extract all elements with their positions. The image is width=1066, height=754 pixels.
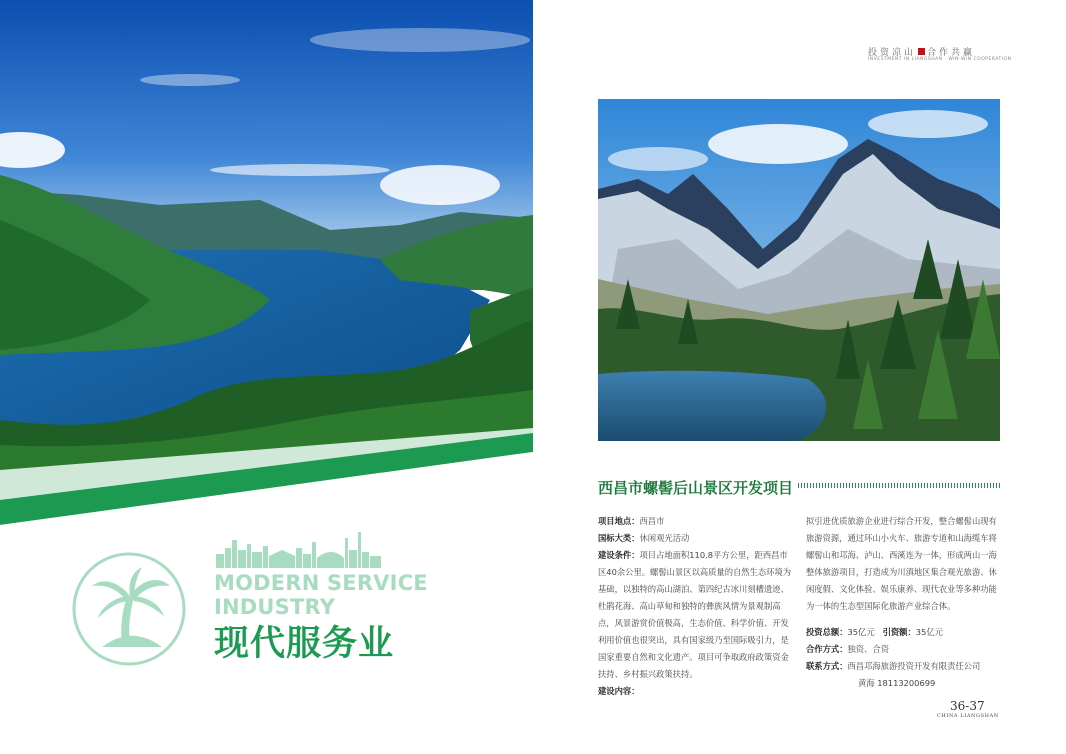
location-label: 项目地点： bbox=[598, 516, 640, 526]
cooperation-value: 独资、合资 bbox=[847, 644, 889, 654]
project-location-row bbox=[598, 513, 793, 530]
title-rule-divider bbox=[798, 483, 1000, 488]
contact-person-row bbox=[806, 675, 1001, 692]
snow-mountain-lake-photo bbox=[598, 99, 1000, 441]
modern-service-industry-text bbox=[214, 571, 428, 619]
project-category-row bbox=[598, 530, 793, 547]
palm-tree-logo-icon bbox=[72, 552, 186, 666]
conditions-value: 项目占地面积110.8平方公里，距西昌市区40余公里。螺髻山景区以高质量的自然生态环境为基础，以独特的高山湖泊、第四纪古冰川刻槽遗迹、杜鹃花海、高山草甸和独特的彝族风情为景观制高点，风景游赏价值极高，生态价值、科学价值、开发利用价值也很突出，具有国家级乃至国际吸引力，是国家重要自然和文化遗产。项目可争取政府政策资金扶持、乡村振兴政策扶持。 bbox=[598, 550, 792, 679]
cooperation-label: 合作方式： bbox=[806, 644, 848, 654]
footer-en: CHINA LIANGSHAN bbox=[937, 713, 999, 719]
modern-line-2: INDUSTRY bbox=[214, 595, 336, 619]
project-details-col-1 bbox=[598, 513, 793, 700]
attract-value: 35亿元 bbox=[915, 627, 943, 637]
conditions-label: 建设条件： bbox=[598, 550, 640, 560]
project-details-col-2 bbox=[806, 513, 1001, 692]
project-content-continued: 拟引进优质旅游企业进行综合开发，整合螺髻山现有旅游资源，通过环山小火车、旅游专道和山海缆车将螺髻山和邛海、泸山、西溪连为一体，形成两山一海整体旅游项目，打造成为川滇地区集合观光旅游、休闲度假、文化体验、娱乐康养、现代农业等多种功能为一体的生态型国际化旅游产业综合体。 bbox=[806, 516, 997, 611]
section-title-cn: 现代服务业 bbox=[214, 624, 395, 664]
content-label: 建设内容： bbox=[598, 686, 640, 696]
contact-person: 黄海 18113200699 bbox=[858, 678, 936, 688]
category-label: 国标大类： bbox=[598, 533, 640, 543]
project-conditions-row bbox=[598, 547, 793, 683]
page-header-en: INVESTMENT IN LIANGSHAN · WIN-WIN COOPERATION bbox=[868, 57, 1012, 62]
page-number: 36-37 bbox=[950, 699, 985, 713]
red-square-icon bbox=[918, 48, 925, 55]
project-title: 西昌市螺髻后山景区开发项目 bbox=[598, 479, 794, 497]
category-value: 休闲观光活动 bbox=[639, 533, 690, 543]
investment-row bbox=[806, 624, 1001, 641]
contact-label: 联系方式： bbox=[806, 661, 848, 671]
city-skyline-icon bbox=[216, 530, 381, 568]
header-cn-left: 投资凉山 bbox=[868, 48, 917, 58]
modern-line-1: MODERN SERVICE bbox=[214, 571, 428, 595]
cooperation-row bbox=[806, 641, 1001, 658]
attract-label: 引资额： bbox=[882, 627, 916, 637]
investment-label: 投资总额： bbox=[806, 627, 848, 637]
contact-company: 西昌邛海旅游投资开发有限责任公司 bbox=[847, 661, 981, 671]
location-value: 西昌市 bbox=[639, 516, 665, 526]
lake-landscape-photo bbox=[0, 0, 533, 530]
investment-value: 35亿元 bbox=[847, 627, 875, 637]
project-content-row bbox=[598, 683, 793, 700]
contact-row bbox=[806, 658, 1001, 675]
header-cn-right: 合作共赢 bbox=[927, 48, 976, 58]
